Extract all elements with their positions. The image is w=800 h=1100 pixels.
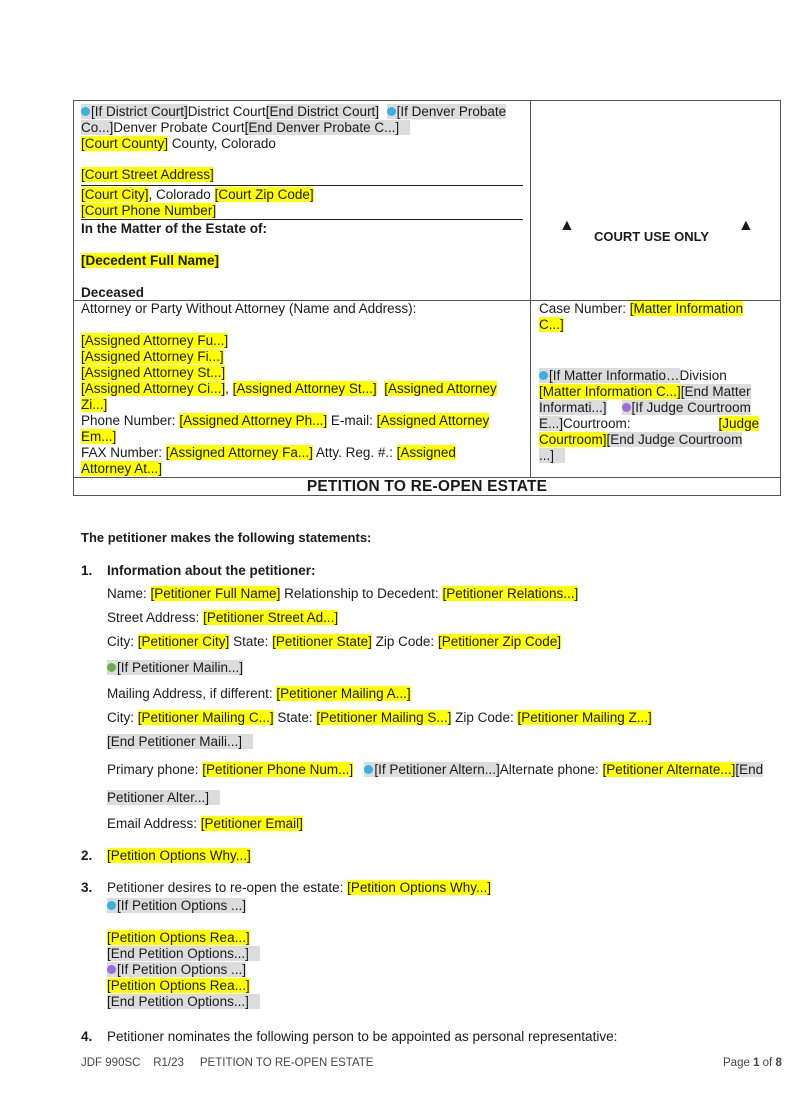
fax-label: FAX Number: (81, 445, 166, 460)
attorney-firm-field[interactable]: [Assigned Attorney Fi...] (81, 349, 224, 364)
zip-label: Zip Code: (371, 634, 438, 649)
footer-form-id: JDF 990SC (81, 1057, 141, 1069)
attorney-street-field[interactable]: [Assigned Attorney St...] (81, 365, 226, 380)
case-number-block (539, 301, 779, 333)
state-label: State: (229, 634, 273, 649)
footer-page-number (723, 1057, 782, 1069)
alternate-end-line (107, 790, 220, 805)
petition-options-reason-field-2[interactable]: [Petition Options Rea...] (107, 978, 250, 993)
court-city-line (81, 187, 314, 203)
reg-label: Atty. Reg. #.: (312, 445, 397, 460)
if-district-court-field[interactable]: [If District Court] (91, 104, 188, 119)
end-judge-courtroom-field-cont[interactable]: ...] (539, 448, 555, 463)
petitioner-mailing-field[interactable]: [Petitioner Mailing A...] (276, 686, 411, 701)
if-matter-info-field[interactable]: [If Matter Informatio… (549, 368, 680, 383)
mailing-label: Mailing Address, if different: (107, 686, 277, 701)
petitioner-alternate-field[interactable]: [Petitioner Alternate...] (602, 762, 736, 777)
total-pages: 8 (775, 1057, 782, 1069)
judge-courtroom-field-cont[interactable]: Courtroom] (539, 432, 607, 447)
condition-marker-icon (364, 765, 373, 774)
if-petitioner-mailing-field[interactable]: [If Petitioner Mailin...] (117, 660, 244, 675)
case-number-field-cont[interactable]: C...] (539, 317, 564, 332)
section-1-number: 1. (81, 563, 93, 578)
section-3-line (107, 880, 491, 895)
petition-options-reason-field-1[interactable]: [Petition Options Rea...] (107, 930, 250, 945)
attorney-email-field-cont[interactable]: Em...] (81, 429, 117, 444)
if-denver-probate-field[interactable]: [If Denver Probate (396, 104, 507, 119)
case-number-label: Case Number: (539, 301, 630, 316)
decedent-line (81, 253, 219, 269)
end-matter-info-field[interactable]: [End Matter (680, 384, 751, 399)
petitioner-city-line (107, 634, 561, 649)
attorney-zip-field[interactable]: [Assigned Attorney (384, 381, 497, 396)
mailing-address-line (107, 686, 411, 701)
section-4-text: Petitioner nominates the following person to be appointed as personal representative: (107, 1029, 618, 1044)
end-matter-info-field-cont[interactable]: Informati...] (539, 400, 607, 415)
district-court-text: District Court (187, 104, 266, 119)
reopen-label: Petitioner desires to re-open the estate: (107, 880, 348, 895)
condition-marker-icon (539, 371, 548, 380)
petitioner-mailing-zip-field[interactable]: [Petitioner Mailing Z...] (517, 710, 652, 725)
decedent-name-field[interactable]: [Decedent Full Name] (81, 253, 220, 268)
court-street-field[interactable]: [Court Street Address] (81, 167, 214, 182)
deceased-label: Deceased (81, 285, 145, 300)
petitioner-mailing-city-field[interactable]: [Petitioner Mailing C...] (137, 710, 274, 725)
footer-form-title: PETITION TO RE-OPEN ESTATE (199, 1057, 374, 1069)
mailing-end-line (107, 734, 253, 749)
attorney-zip-field-cont[interactable]: Zi...] (81, 397, 108, 412)
document-title: PETITION TO RE-OPEN ESTATE (306, 478, 548, 495)
court-zip-field[interactable]: [Court Zip Code] (214, 187, 314, 202)
end-petitioner-mailing-field[interactable]: [End Petitioner Maili...] (107, 734, 243, 749)
section-3-if1-line (107, 898, 246, 913)
petitioner-relationship-field[interactable]: [Petitioner Relations...] (442, 586, 579, 601)
section-3-number: 3. (81, 880, 93, 895)
up-triangle-icon: ▲ (559, 217, 575, 234)
current-page: 1 (753, 1057, 760, 1069)
mailing-zip-label: Zip Code: (451, 710, 518, 725)
court-city-field[interactable]: [Court City] (81, 187, 149, 202)
division-label: Division (679, 368, 727, 383)
section-4-number: 4. (81, 1029, 93, 1044)
attorney-city-field[interactable]: [Assigned Attorney Ci...] (81, 381, 226, 396)
mailing-if-line (107, 660, 243, 675)
attorney-state-field[interactable]: [Assigned Attorney St...] (232, 381, 377, 396)
court-phone-rule (81, 219, 523, 220)
end-denver-probate-field[interactable]: [End Denver Probate C...] (244, 120, 400, 135)
mailing-state-label: State: (273, 710, 317, 725)
condition-marker-icon (107, 663, 116, 672)
footer-form-info (81, 1057, 373, 1069)
colorado-text: , Colorado (148, 187, 215, 202)
mailing-city-line (107, 710, 652, 725)
petition-options-why-field[interactable]: [Petition Options Why...] (107, 848, 251, 863)
attorney-fullname-field[interactable]: [Assigned Attorney Fu...] (81, 333, 229, 348)
email-address-label: Email Address: (107, 816, 201, 831)
caption-divider-vertical (530, 100, 531, 477)
primary-phone-line (107, 762, 763, 777)
attorney-reg-field[interactable]: [Assigned (396, 445, 456, 460)
alternate-phone-label: Alternate phone: (499, 762, 603, 777)
if-judge-courtroom-field[interactable]: [If Judge Courtroom (631, 400, 751, 415)
section-3-block-1 (107, 930, 260, 1010)
court-name-block (81, 104, 526, 152)
condition-marker-icon (81, 107, 90, 116)
street-label: Street Address: (107, 610, 204, 625)
condition-marker-icon (107, 901, 116, 910)
attorney-heading: Attorney or Party Without Attorney (Name and Address): (81, 301, 417, 316)
condition-marker-icon (107, 965, 116, 974)
if-denver-probate-field-cont[interactable]: Co...] (81, 120, 114, 135)
relationship-label: Relationship to Decedent: (280, 586, 443, 601)
petitioner-name-field[interactable]: [Petitioner Full Name] (150, 586, 281, 601)
end-petition-options-field-1[interactable]: [End Petition Options...] (107, 946, 249, 961)
petitioner-street-line (107, 610, 338, 625)
court-street-line (81, 167, 214, 183)
court-address-rule (81, 185, 523, 186)
petitioner-zip-field[interactable]: [Petitioner Zip Code] (437, 634, 561, 649)
division-courtroom-block (539, 368, 799, 464)
city-label: City: (107, 634, 138, 649)
if-petitioner-alternate-field[interactable]: [If Petitioner Altern...] (374, 762, 500, 777)
phone-label: Phone Number: (81, 413, 180, 428)
if-petition-options-field-1[interactable]: [If Petition Options ...] (117, 898, 247, 913)
page-of: of (759, 1057, 776, 1069)
petitioner-email-field[interactable]: [Petitioner Email] (200, 816, 303, 831)
if-petition-options-field-2[interactable]: [If Petition Options ...] (117, 962, 247, 977)
section-1-heading: Information about the petitioner: (107, 563, 316, 578)
intro-statement: The petitioner makes the following statements: (81, 530, 372, 545)
petitioner-phone-field[interactable]: [Petitioner Phone Num...] (202, 762, 354, 777)
judge-courtroom-field[interactable]: [Judge (718, 416, 760, 431)
attorney-block: Attorney or Party Without Attorney (Name and Address): [Assigned Attorney Fu...] [Assigned Attorney Fi...] [Assigned Attorney St...] [Assigned Attorney Ci...], [Assigned Attorney St...] [Assigned Attorney Zi...] Phone Number: [Assigned Attorney Ph...] E-mail: [Assigned Attorney Em...] FAX Number: [Assigned Attorney Fa...] Atty. Reg. #.: [Assigned Attorney At...] (81, 301, 497, 476)
petitioner-mailing-state-field[interactable]: [Petitioner Mailing S...] (316, 710, 452, 725)
if-judge-courtroom-field-cont[interactable]: E...] (539, 416, 564, 431)
condition-marker-icon (622, 403, 631, 412)
footer-revision: R1/23 (153, 1057, 184, 1069)
matter-of-label: In the Matter of the Estate of: (81, 221, 268, 236)
end-judge-courtroom-field[interactable]: [End Judge Courtroom (606, 432, 743, 447)
court-phone-field[interactable]: [Court Phone Number] (81, 203, 217, 218)
up-triangle-icon: ▲ (738, 217, 754, 234)
primary-phone-label: Primary phone: (107, 762, 203, 777)
courtroom-label: Courtroom: (563, 416, 631, 431)
condition-marker-icon (387, 107, 396, 116)
section-2-line (107, 848, 251, 863)
court-county-field[interactable]: [Court County] (81, 136, 169, 151)
end-district-court-field[interactable]: [End District Court] (265, 104, 380, 119)
court-phone-line (81, 203, 216, 219)
division-field[interactable]: [Matter Information C...] (539, 384, 681, 399)
email-label: E-mail: (327, 413, 377, 428)
petitioner-email-line (107, 816, 303, 831)
section-2-number: 2. (81, 848, 93, 863)
attorney-fax-field[interactable]: [Assigned Attorney Fa...] (165, 445, 313, 460)
page-label: Page (723, 1057, 754, 1069)
mailing-city-label: City: (107, 710, 138, 725)
denver-probate-court-text: Denver Probate Court (113, 120, 245, 135)
case-number-field[interactable]: [Matter Information (629, 301, 744, 316)
reopen-why-field[interactable]: [Petition Options Why...] (347, 880, 491, 895)
attorney-phone-field[interactable]: [Assigned Attorney Ph...] (179, 413, 328, 428)
attorney-email-field[interactable]: [Assigned Attorney (376, 413, 490, 428)
petitioner-state-field[interactable]: [Petitioner State] (272, 634, 372, 649)
petitioner-name-line (107, 586, 578, 601)
petitioner-street-field[interactable]: [Petitioner Street Ad...] (203, 610, 339, 625)
end-petition-options-field-2[interactable]: [End Petition Options...] (107, 994, 249, 1009)
petitioner-city-field[interactable]: [Petitioner City] (137, 634, 230, 649)
county-suffix: County, Colorado (168, 136, 276, 151)
end-petitioner-alternate-field[interactable]: [End (735, 762, 764, 777)
attorney-reg-field-cont[interactable]: Attorney At...] (81, 461, 163, 476)
court-use-only-label: COURT USE ONLY (594, 229, 710, 244)
name-label: Name: (107, 586, 151, 601)
end-petitioner-alternate-field-cont[interactable]: Petitioner Alter...] (107, 790, 210, 805)
